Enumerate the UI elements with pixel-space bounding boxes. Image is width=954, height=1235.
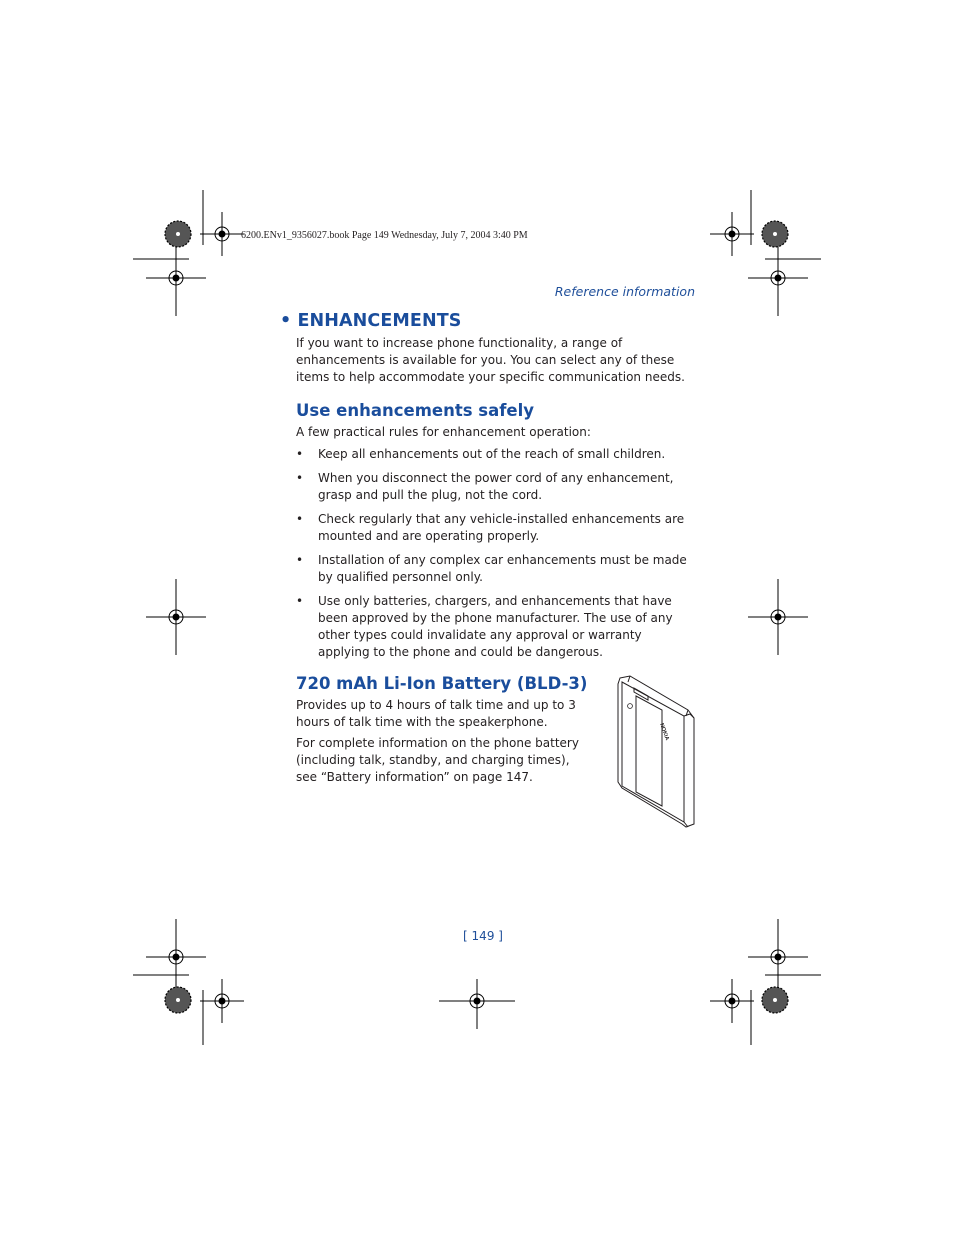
page-number: [ 149 ] <box>463 929 503 943</box>
safety-lead: A few practical rules for enhancement operation: <box>296 425 591 439</box>
battery-info-ref: For complete information on the phone battery (including talk, standby, and charging times), see “Battery information” on page 147. <box>296 736 579 785</box>
section-title: • ENHANCEMENTS <box>280 311 462 331</box>
battery-heading: 720 mAh Li-Ion Battery (BLD-3) <box>296 674 588 693</box>
section-intro: If you want to increase phone functionality, a range of enhancements is available for you. You can select any of these items to help accommodate your specific communication needs. <box>296 336 685 385</box>
safety-list <box>296 446 696 668</box>
battery-brand-text: NOKIA <box>658 722 670 742</box>
safety-heading: Use enhancements safely <box>296 401 535 420</box>
battery-talk-time: Provides up to 4 hours of talk time and up to 3 hours of talk time with the speakerphone. <box>296 698 576 730</box>
bullet: • <box>296 593 304 608</box>
bullet: • <box>296 470 304 485</box>
list-item: • Check regularly that any vehicle-installed enhancements are mounted and are operating properly. <box>296 511 685 543</box>
list-item: • Keep all enhancements out of the reach of small children. <box>296 446 696 463</box>
list-item: • Use only batteries, chargers, and enhancements that have been approved by the phone manufacturer. The use of any other types could invalidate any approval or warranty applying to the phone and could be dangerous. <box>296 593 673 660</box>
bullet: • <box>296 447 304 461</box>
list-item: • When you disconnect the power cord of any enhancement, grasp and pull the plug, not the cord. <box>296 470 674 502</box>
book-slug: 6200.ENv1_9356027.book Page 149 Wednesday, July 7, 2004 3:40 PM <box>241 230 528 241</box>
list-item: • Installation of any complex car enhancements must be made by qualified personnel only. <box>296 552 687 584</box>
running-head: Reference information <box>554 284 695 299</box>
bullet: • <box>296 511 304 526</box>
bullet: • <box>296 552 304 567</box>
battery-illustration <box>614 674 698 830</box>
